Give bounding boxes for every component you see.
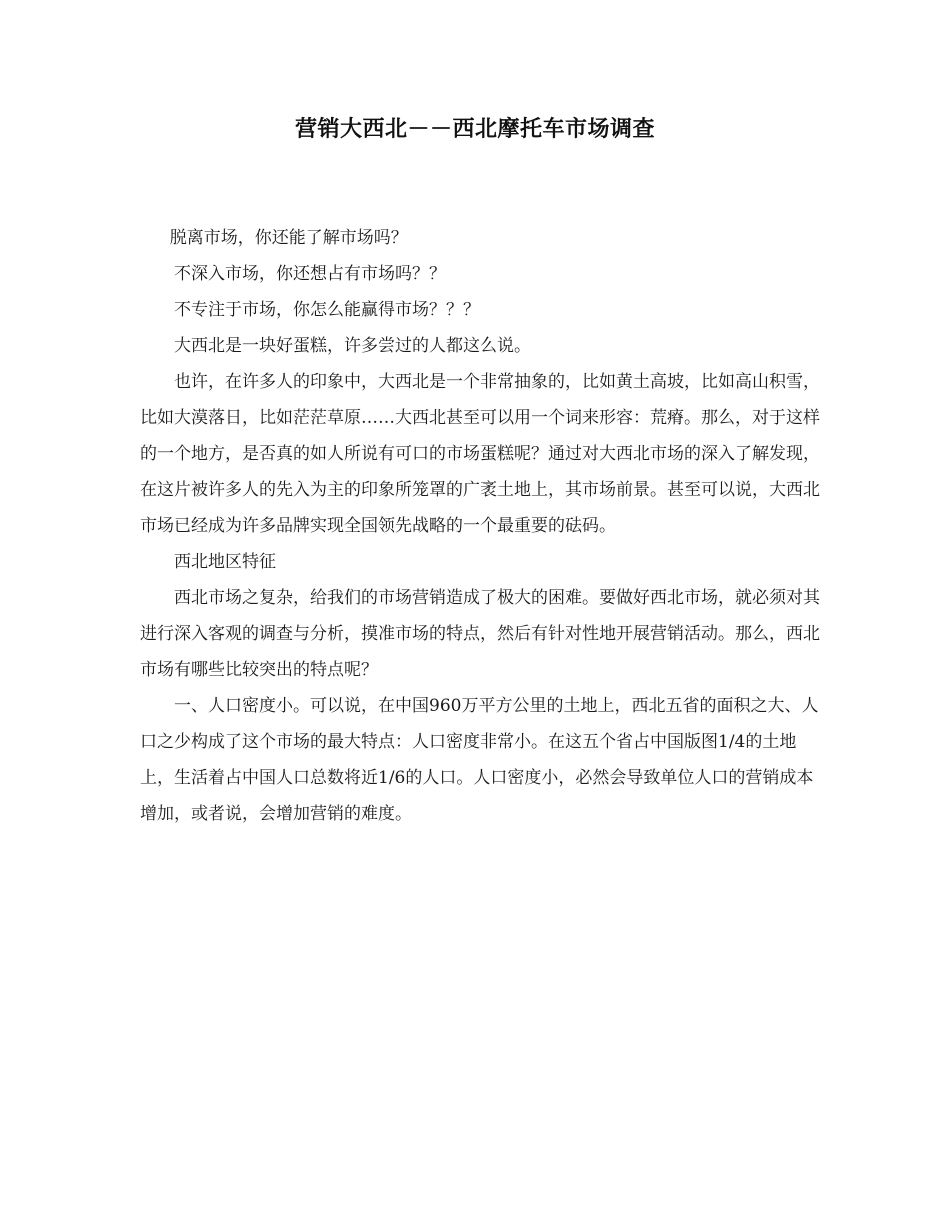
paragraph-4: 大西北是一块好蛋糕，许多尝过的人都这么说。 [174, 336, 531, 356]
paragraph-7: 西北市场之复杂，给我们的市场营销造成了极大的困难。要做好西北市场，就必须对其进行深入客观的调查与分析，摸准市场的特点，然后有针对性地开展营销活动。那么，西北市场有哪些比较突出的特点呢？ [140, 588, 820, 680]
paragraph-5: 也许，在许多人的印象中，大西北是一个非常抽象的，比如黄土高坡，比如高山积雪，比如大漠落日，比如茫茫草原……大西北甚至可以用一个词来形容：荒瘠。那么，对于这样的一个地方，是否真的如人所说有可口的市场蛋糕呢？通过对大西北市场的深入了解发现，在这片被许多人的先入为主的印象所笼罩的广袤土地上，其市场前景。甚至可以说，大西北市场已经成为许多品牌实现全国领先战略的一个最重要的砝码。 [140, 372, 820, 536]
paragraph-1: 脱离市场，你还能了解市场吗？ [169, 228, 408, 248]
paragraph-8: 一、人口密度小。可以说，在中国960万平方公里的土地上，西北五省的面积之大、人口之少构成了这个市场的最大特点：人口密度非常小。在这五个省占中国版图1/4的土地上，生活着占中国人口总数将近1/6的人口。人口密度小，必然会导致单位人口的营销成本增加，或者说，会增加营销的难度。 [140, 696, 819, 824]
document-body [140, 220, 820, 832]
section-heading-northwest-features: 西北地区特征 [174, 552, 276, 572]
paragraph-3: 不专注于市场，你怎么能赢得市场？？？ [174, 300, 480, 320]
paragraph-2: 不深入市场，你还想占有市场吗？？ [174, 264, 446, 284]
document-title: 营销大西北－－西北摩托车市场调查 [294, 116, 655, 142]
